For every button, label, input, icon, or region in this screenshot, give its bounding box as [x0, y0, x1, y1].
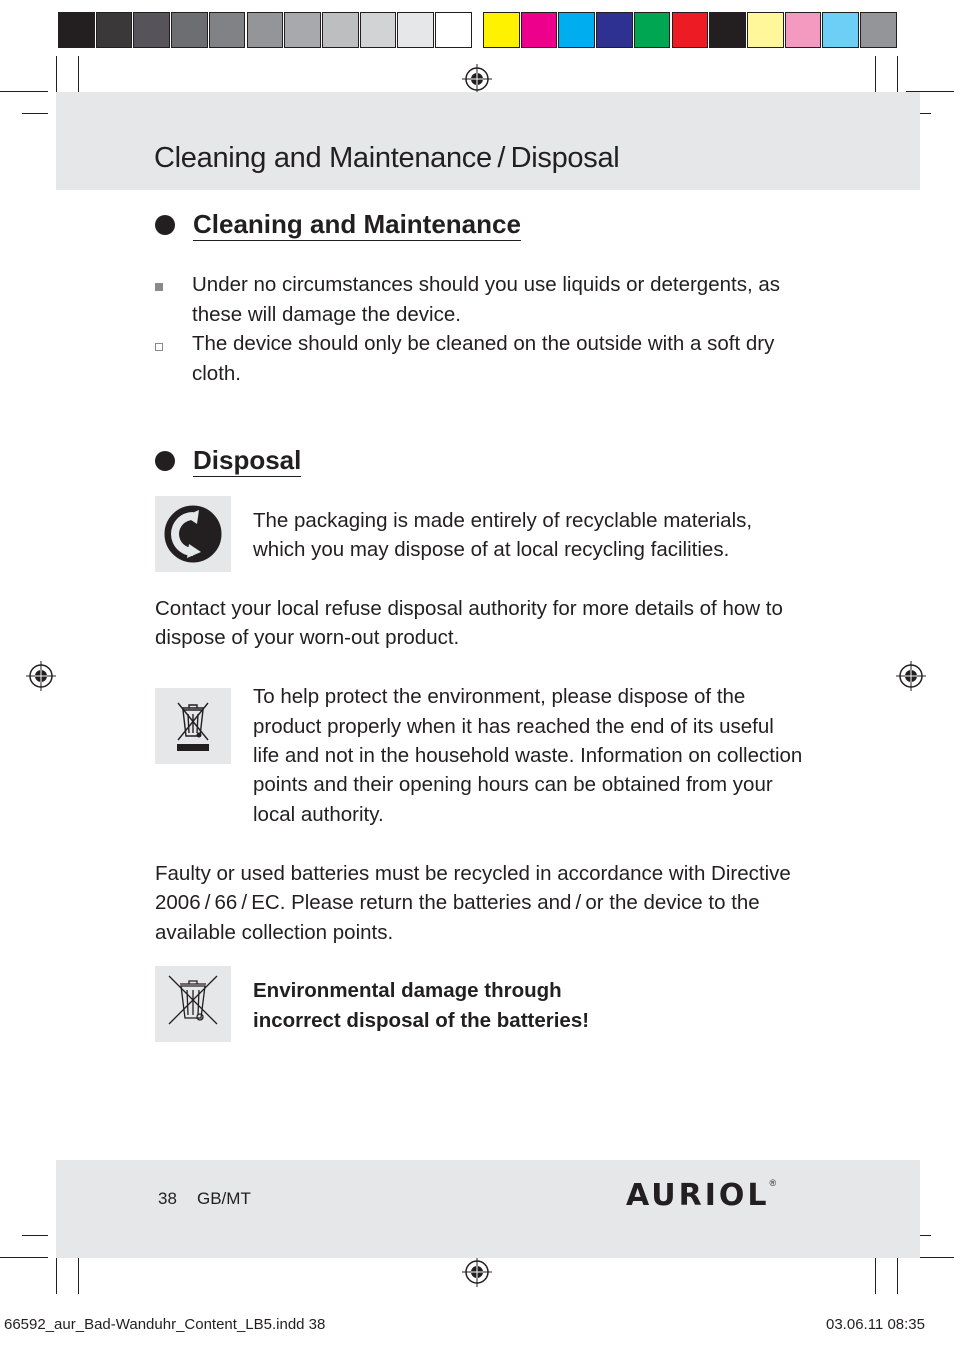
gray-swatch	[133, 12, 170, 48]
list-bullet-empty	[155, 343, 163, 351]
registration-mark-left	[26, 661, 56, 691]
header-band	[56, 92, 920, 190]
cleaning-item-1-line-1: Under no circumstances should you use liquids or detergents, as	[192, 273, 780, 296]
packaging-text-line-1: The packaging is made entirely of recyclable materials,	[253, 509, 753, 532]
registration-mark-top	[462, 64, 492, 94]
gray-swatch	[58, 12, 95, 48]
gray-swatch	[435, 12, 472, 48]
footer-band	[56, 1160, 920, 1258]
color-swatch	[596, 12, 633, 48]
batteries-text-line-3: available collection points.	[155, 921, 394, 944]
registered-mark: ®	[769, 1178, 777, 1188]
section-title-cleaning: Cleaning and Maintenance	[193, 209, 521, 239]
packaging-text-line-2: which you may dispose of at local recycling facilities.	[253, 538, 730, 561]
cleaning-item-2-line-2: cloth.	[192, 362, 241, 385]
green-dot-recycling-icon	[155, 496, 231, 572]
environment-text-line-3: life and not in the household waste. Information on collection	[253, 744, 803, 767]
environment-text-line-2: product properly when it has reached the end of its useful	[253, 715, 774, 738]
color-swatch	[709, 12, 746, 48]
gray-swatch	[397, 12, 434, 48]
color-swatch	[558, 12, 595, 48]
crossed-out-bin-icon	[155, 688, 231, 764]
list-bullet-filled	[155, 283, 163, 291]
section-bullet-cleaning	[155, 215, 175, 235]
color-swatch	[634, 12, 671, 48]
batteries-text-line-1: Faulty or used batteries must be recycled in accordance with Directive	[155, 862, 791, 885]
registration-mark-right	[896, 661, 926, 691]
section-bullet-disposal	[155, 451, 175, 471]
page-title: Cleaning and Maintenance / Disposal	[154, 142, 620, 174]
brand-wordmark: AURIOL	[626, 1178, 770, 1213]
cleaning-item-2-line-1: The device should only be cleaned on the outside with a soft dry	[192, 332, 775, 355]
color-swatch	[483, 12, 520, 48]
environment-text-line-5: local authority.	[253, 803, 384, 826]
contact-text-line-1: Contact your local refuse disposal authority for more details of how to	[155, 597, 783, 620]
warning-text-line-1: Environmental damage through	[253, 979, 562, 1002]
gray-swatch	[284, 12, 321, 48]
page-number: 38	[158, 1189, 177, 1208]
gray-swatch	[360, 12, 397, 48]
battery-icon-box	[155, 966, 231, 1042]
warning-text-line-2: incorrect disposal of the batteries!	[253, 1009, 590, 1032]
packaging-icon-box	[155, 496, 231, 572]
batteries-text-line-2: 2006 / 66 / EC. Please return the batteries and / or the device to the	[155, 891, 760, 914]
gray-swatch	[171, 12, 208, 48]
color-swatch	[521, 12, 558, 48]
gray-swatch	[247, 12, 284, 48]
crossed-out-battery-bin-icon	[155, 966, 231, 1042]
color-swatch	[785, 12, 822, 48]
color-swatch	[822, 12, 859, 48]
slug-date: 03.06.11 08:35	[826, 1316, 925, 1333]
color-swatch	[672, 12, 709, 48]
environment-text-line-1: To help protect the environment, please dispose of the	[253, 685, 746, 708]
gray-swatch	[322, 12, 359, 48]
registration-mark-bottom	[462, 1257, 492, 1287]
slug-file: 66592_aur_Bad-Wanduhr_Content_LB5.indd 38	[4, 1316, 326, 1333]
language-code: GB/MT	[197, 1189, 251, 1208]
brand-logo	[626, 1178, 777, 1213]
color-swatch	[860, 12, 897, 48]
section-title-disposal: Disposal	[193, 445, 302, 475]
weee-icon-box	[155, 688, 231, 764]
gray-swatch	[209, 12, 246, 48]
contact-text-line-2: dispose of your worn-out product.	[155, 626, 460, 649]
environment-text-line-4: points and their opening hours can be obtained from your	[253, 773, 773, 796]
color-swatch	[747, 12, 784, 48]
gray-swatch	[96, 12, 133, 48]
cleaning-item-1-line-2: these will damage the device.	[192, 303, 461, 326]
